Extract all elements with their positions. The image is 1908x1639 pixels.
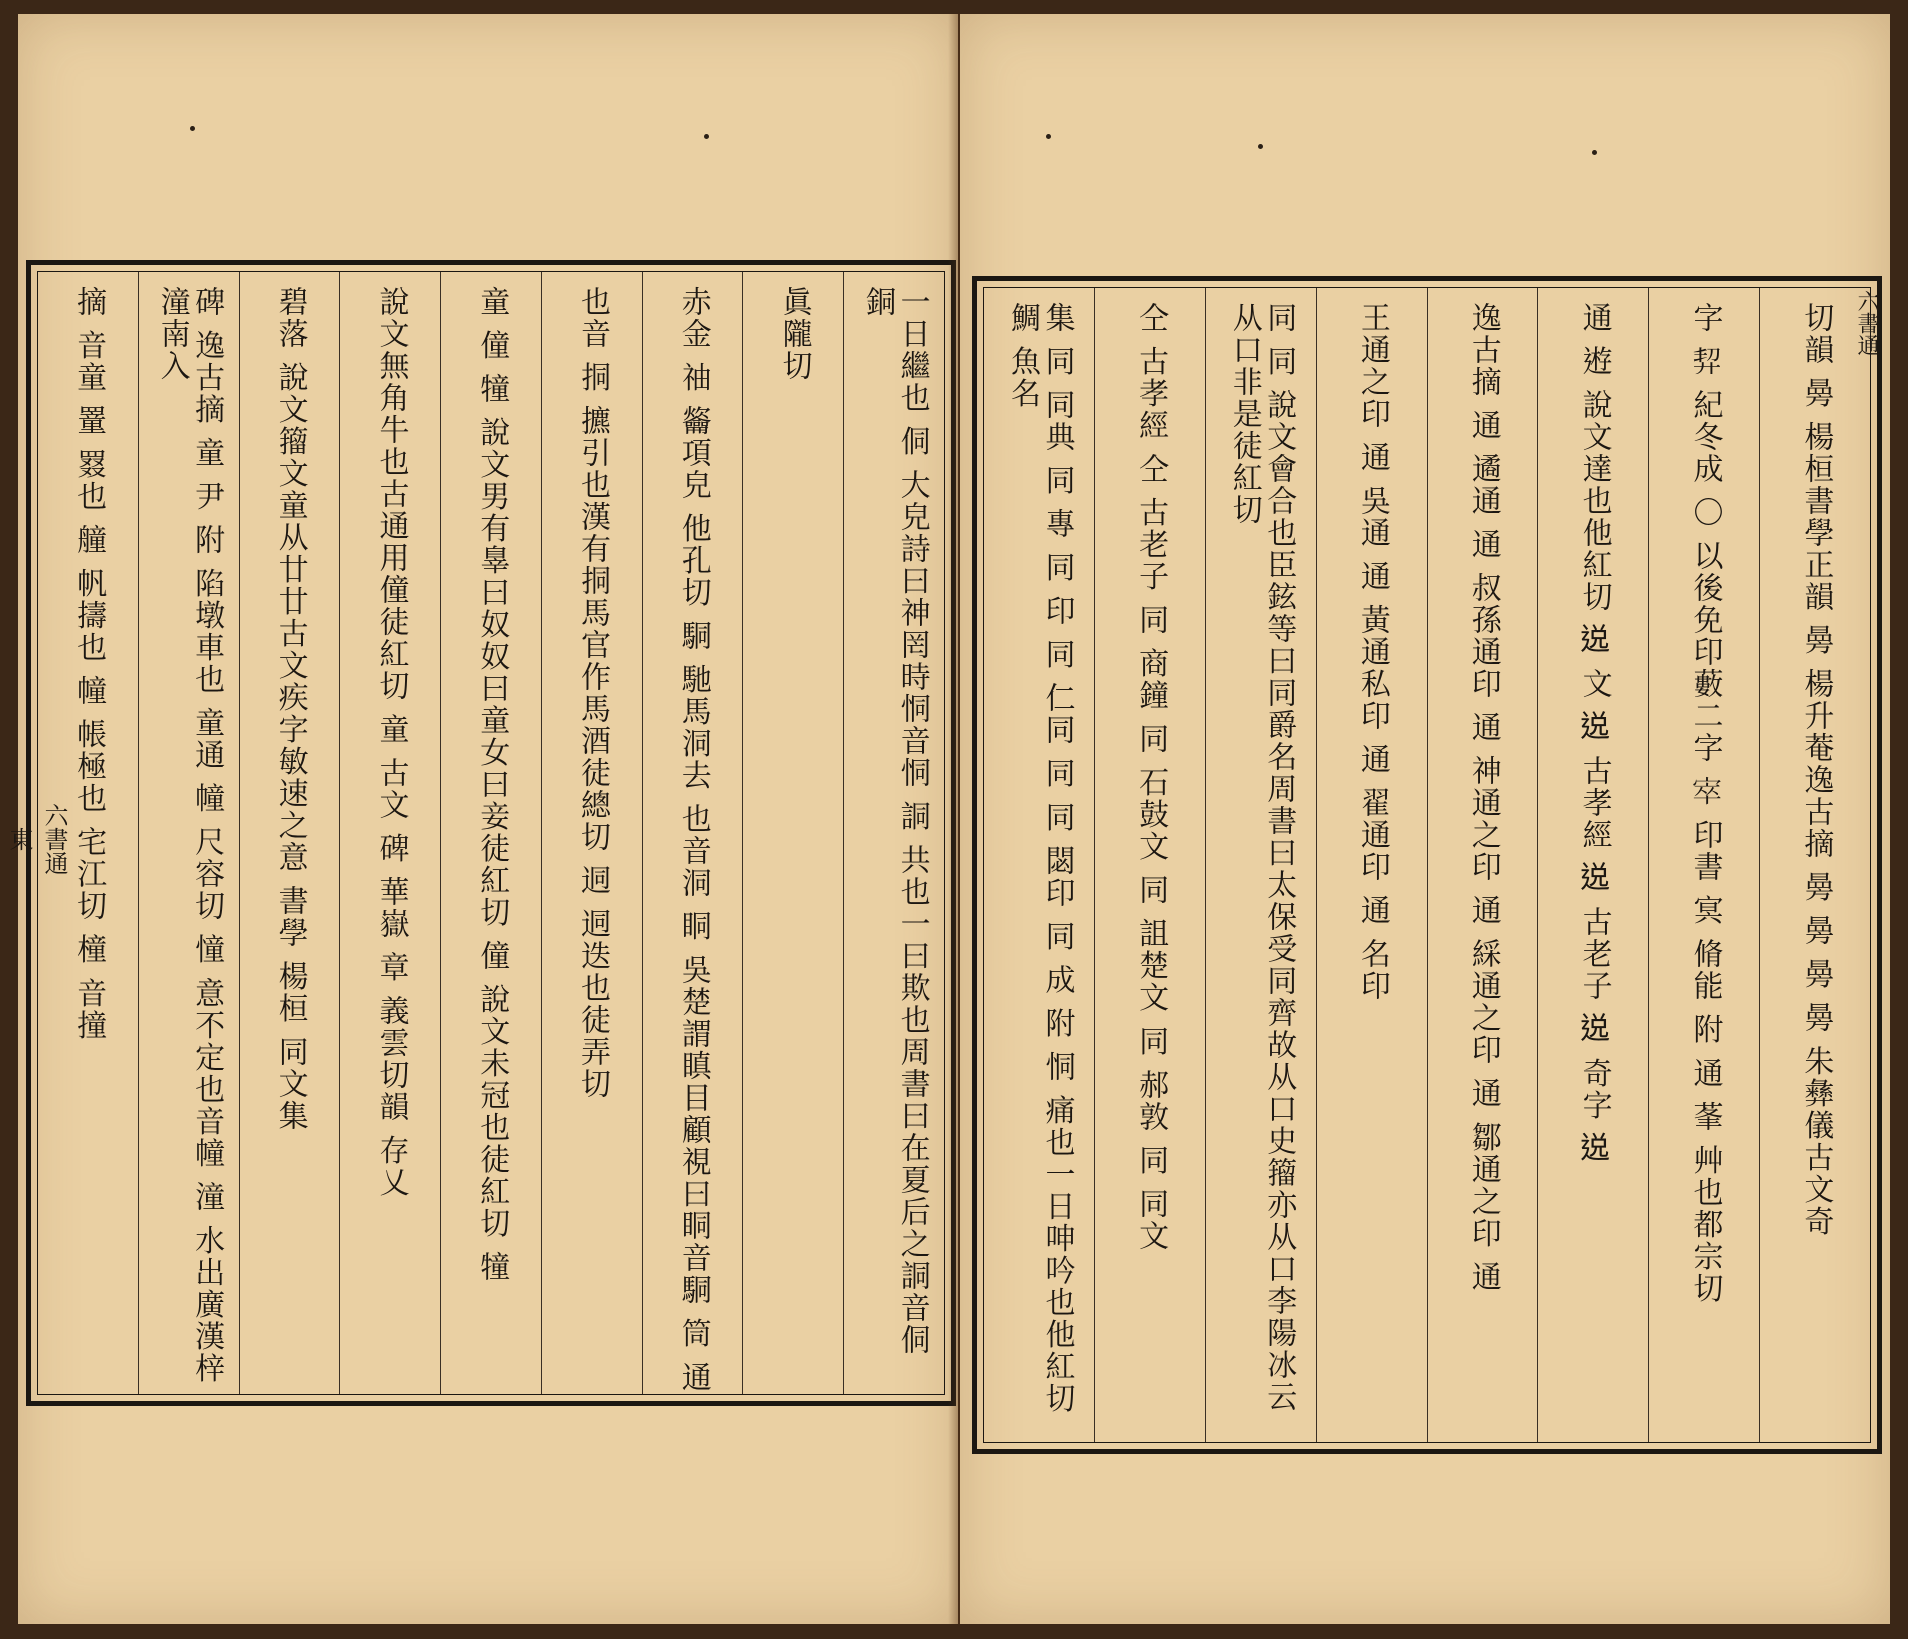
left-page-column-text: 一日繼也 侗 大皃詩曰神罔時恫音恫 詷 共也一曰欺也周書曰在夏后之詷音侗 銅 xyxy=(860,286,930,1368)
right-page-column xyxy=(1316,288,1427,1442)
right-page-column-text: 集 同 同典 同 專 同 印 同 仁同 同 同 閟印 同 成 附 恫 痛也一日呻吟也他紅切 鯛 魚名 xyxy=(1004,302,1075,1427)
right-page-column xyxy=(1205,288,1316,1442)
right-page-column xyxy=(1427,288,1538,1442)
right-page-column-text: 仝 古孝經 仝 古老子 同 商鐘 同 石鼓文 同 詛楚文 同 郝敦 同 同文 xyxy=(1133,302,1169,1252)
paper-speck xyxy=(1046,134,1051,139)
right-margin-book-title: 六書通 xyxy=(1854,290,1879,356)
left-page-column-text: 眞隴切 xyxy=(776,286,812,382)
left-page-column xyxy=(138,272,239,1394)
margin-section: 東 xyxy=(5,827,33,851)
left-page-column-text: 摘 音童 罿 罬也 艟 帆擣也 幢 帳極也 宅江切 橦 音撞 xyxy=(71,286,107,1042)
right-page-frame xyxy=(972,276,1882,1454)
left-page-column-text: 碧落 說文籀文童从廿廿古文疾字敏速之意 書學 楊桓 同文集 xyxy=(272,286,308,1133)
right-page-column-text: 通 𨔼 說文達也他紅切 𨓚 文 𨓚 古孝經 𨓚 古老子 𨓚 奇字 𨓚 xyxy=(1576,302,1612,1165)
left-page-column-text: 碑 逸古摘 童 尹 附 陷墩車也 童通 幢 尺容切 憧 意不定也音幢 潼 水出廣漢梓潼南入 xyxy=(154,286,225,1385)
right-page xyxy=(960,14,1890,1624)
right-page-column-text: 字 𢍆 紀冬成 〇 以後免印藪二字 𡨧 印書 㝠 脩能 附 通 莑 艸也都宗切 xyxy=(1687,302,1723,1305)
right-page-column xyxy=(1648,288,1759,1442)
left-page-column xyxy=(742,272,843,1394)
right-page-column xyxy=(1094,288,1205,1442)
paper-speck xyxy=(1258,144,1263,149)
right-page-column-text: 王通之印 通 吳通 通 黃通私印 通 翟通印 通 名印 xyxy=(1354,302,1390,1003)
left-page-column xyxy=(339,272,440,1394)
left-page-column-text: 說文無角牛也古通用僮徒紅切 童 古文 碑 華嶽 章 義雲切韻 存乂 xyxy=(373,286,409,1199)
left-page-column xyxy=(843,272,944,1394)
left-page-margin xyxy=(5,284,72,1394)
left-page xyxy=(5,14,958,1624)
left-page-column xyxy=(239,272,340,1394)
left-page-column xyxy=(440,272,541,1394)
right-page-column-text: 逸古摘 通 遹通 通 叔孫通印 通 神通之印 通 綵通之印 通 鄒通之印 通 xyxy=(1465,302,1501,1293)
right-page-column xyxy=(984,288,1094,1442)
left-page-frame xyxy=(26,260,956,1406)
right-page-column-text: 同 同 說文會合也臣鉉等曰同爵名周書曰太保受同齊故从口史籀亦从口李陽冰云从口非是徒紅切 xyxy=(1226,302,1297,1414)
left-page-column-text: 赤金 䄂 䶴項皃 他孔切 駧 馳馬洞去 也音洞 眮 吳楚謂瞋目顧視曰眮音駧 筒 通 xyxy=(675,286,711,1394)
left-page-column-text: 也音 挏 㩠引也漢有挏馬官作馬酒徒總切 迵 迵迭也徒弄切 xyxy=(575,286,611,1101)
right-page-column xyxy=(1537,288,1648,1442)
left-page-column xyxy=(541,272,642,1394)
paper-speck xyxy=(704,134,709,139)
right-page-column-text: 切韻 㬅 楊桓書學正韻 㬅 楊升菴逸古摘 㬅 㬅 㬅 㬅 朱彝儀古文奇 xyxy=(1798,302,1834,1238)
left-page-inner-border xyxy=(37,271,945,1395)
left-page-columns xyxy=(38,272,944,1394)
margin-book-title: 六書通 xyxy=(40,803,68,875)
right-page-columns xyxy=(984,288,1870,1442)
paper-speck xyxy=(1592,150,1597,155)
margin-volume xyxy=(0,815,2,863)
paper-speck xyxy=(190,126,195,131)
right-page-inner-border xyxy=(983,287,1871,1443)
left-page-column-text: 童 僮 犝 說文男有辠曰奴奴曰童女曰妾徒紅切 僮 說文未冠也徒紅切 犝 xyxy=(474,286,510,1284)
left-page-column xyxy=(642,272,743,1394)
